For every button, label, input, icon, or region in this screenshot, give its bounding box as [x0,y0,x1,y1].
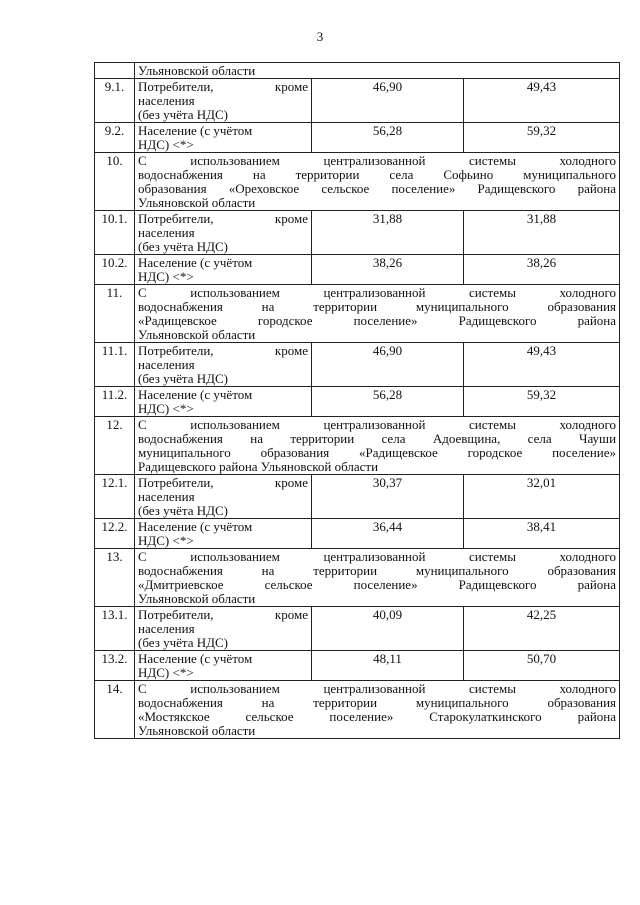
section-number: 10. [95,153,135,211]
section-row [95,285,620,343]
tariff-value-period-1: 40,09 [312,607,464,651]
section-description [135,285,620,343]
tariff-value-period-2: 38,41 [464,519,620,549]
tariff-number: 9.1. [95,79,135,123]
tariff-row [95,123,620,153]
section-description-line: «Радищевское городское поселение» Радищевского района [138,313,617,328]
consumer-category [135,651,312,681]
consumer-category-line: Население (с учётом [138,387,253,402]
section-row [95,153,620,211]
tariff-table-body [95,63,620,739]
tariff-number: 13.1. [95,607,135,651]
section-description [135,417,620,475]
consumer-category [135,343,312,387]
tariff-value-period-2: 38,26 [464,255,620,285]
section-row [95,417,620,475]
consumer-category-line: Потребители, кроме [138,211,308,226]
section-description-line: С использованием централизованной системы холодного [138,417,617,432]
consumer-category-line: Население (с учётом [138,651,253,666]
tariff-number: 12.2. [95,519,135,549]
tariff-table [94,62,620,739]
consumer-category-line: населения [138,621,195,636]
tariff-number: 13.2. [95,651,135,681]
tariff-value-period-1: 30,37 [312,475,464,519]
page-number: 3 [316,29,324,44]
tariff-row [95,651,620,681]
section-number: 12. [95,417,135,475]
continued-section-text: Ульяновской области [135,63,620,79]
consumer-category-line: Население (с учётом [138,123,253,138]
consumer-category-line: Население (с учётом [138,519,253,534]
consumer-category-line: населения [138,225,195,240]
tariff-value-period-1: 48,11 [312,651,464,681]
tariff-number: 11.2. [95,387,135,417]
consumer-category-line: (без учёта НДС) [138,503,229,518]
consumer-category-line: Потребители, кроме [138,607,308,622]
consumer-category-line: населения [138,357,195,372]
tariff-row [95,211,620,255]
tariff-value-period-2: 59,32 [464,123,620,153]
section-description-line: образования «Ореховское сельское поселение» Радищевского района [138,181,617,196]
section-description-line: водоснабжения на территории муниципального образования [138,563,617,578]
consumer-category-line: населения [138,489,195,504]
tariff-value-period-1: 31,88 [312,211,464,255]
consumer-category-line: (без учёта НДС) [138,107,229,122]
tariff-row [95,387,620,417]
tariff-number: 11.1. [95,343,135,387]
consumer-category-line: НДС) <*> [138,533,194,548]
tariff-value-period-2: 42,25 [464,607,620,651]
tariff-value-period-1: 46,90 [312,343,464,387]
table-row-continuation [95,63,620,79]
tariff-number: 12.1. [95,475,135,519]
consumer-category-line: НДС) <*> [138,665,194,680]
tariff-value-period-1: 36,44 [312,519,464,549]
section-description-line: «Мостякское сельское поселение» Старокулаткинского района [138,709,617,724]
consumer-category-line: НДС) <*> [138,401,194,416]
consumer-category-line: (без учёта НДС) [138,239,229,254]
section-description-line: водоснабжения на территории села Софьино муниципального [138,167,617,182]
tariff-row [95,79,620,123]
tariff-value-period-2: 32,01 [464,475,620,519]
consumer-category-line: Потребители, кроме [138,79,308,94]
section-description-line: водоснабжения на территории муниципального образования [138,695,617,710]
tariff-value-period-1: 46,90 [312,79,464,123]
section-description-line: водоснабжения на территории муниципального образования [138,299,617,314]
section-description-line: «Дмитриевское сельское поселение» Радищевского района [138,577,617,592]
tariff-row [95,255,620,285]
section-description [135,153,620,211]
section-description-line: Ульяновской области [138,591,256,606]
consumer-category [135,475,312,519]
section-description-line: Ульяновской области [138,327,256,342]
consumer-category-line: НДС) <*> [138,137,194,152]
section-description-line: Радищевского района Ульяновской области [138,459,379,474]
consumer-category-line: (без учёта НДС) [138,635,229,650]
consumer-category-line: Население (с учётом [138,255,253,270]
consumer-category [135,255,312,285]
section-description [135,681,620,739]
section-number: 11. [95,285,135,343]
consumer-category-line: Потребители, кроме [138,475,308,490]
consumer-category [135,123,312,153]
section-number: 14. [95,681,135,739]
tariff-number: 9.2. [95,123,135,153]
consumer-category [135,607,312,651]
tariff-row [95,475,620,519]
consumer-category [135,519,312,549]
consumer-category-line: (без учёта НДС) [138,371,229,386]
section-description-line: С использованием централизованной системы холодного [138,153,617,168]
consumer-category-line: НДС) <*> [138,269,194,284]
tariff-value-period-2: 31,88 [464,211,620,255]
section-row [95,549,620,607]
row-number-cell [95,63,135,79]
section-description-line: Ульяновской области [138,723,256,738]
tariff-value-period-1: 56,28 [312,387,464,417]
section-description-line: С использованием централизованной системы холодного [138,549,617,564]
consumer-category-line: Потребители, кроме [138,343,308,358]
section-description-line: С использованием централизованной системы холодного [138,285,617,300]
section-row [95,681,620,739]
tariff-row [95,519,620,549]
section-description [135,549,620,607]
consumer-category-line: населения [138,93,195,108]
consumer-category [135,211,312,255]
tariff-number: 10.2. [95,255,135,285]
section-description-line: муниципального образования «Радищевское городское поселение» [138,445,617,460]
tariff-number: 10.1. [95,211,135,255]
tariff-row [95,343,620,387]
section-description-line: С использованием централизованной системы холодного [138,681,617,696]
tariff-value-period-1: 56,28 [312,123,464,153]
tariff-value-period-2: 49,43 [464,79,620,123]
consumer-category [135,387,312,417]
tariff-row [95,607,620,651]
tariff-value-period-2: 50,70 [464,651,620,681]
section-description-line: Ульяновской области [138,195,256,210]
section-number: 13. [95,549,135,607]
tariff-value-period-2: 59,32 [464,387,620,417]
tariff-value-period-2: 49,43 [464,343,620,387]
tariff-value-period-1: 38,26 [312,255,464,285]
consumer-category [135,79,312,123]
section-description-line: водоснабжения на территории села Адоевщина, села Чауши [138,431,617,446]
